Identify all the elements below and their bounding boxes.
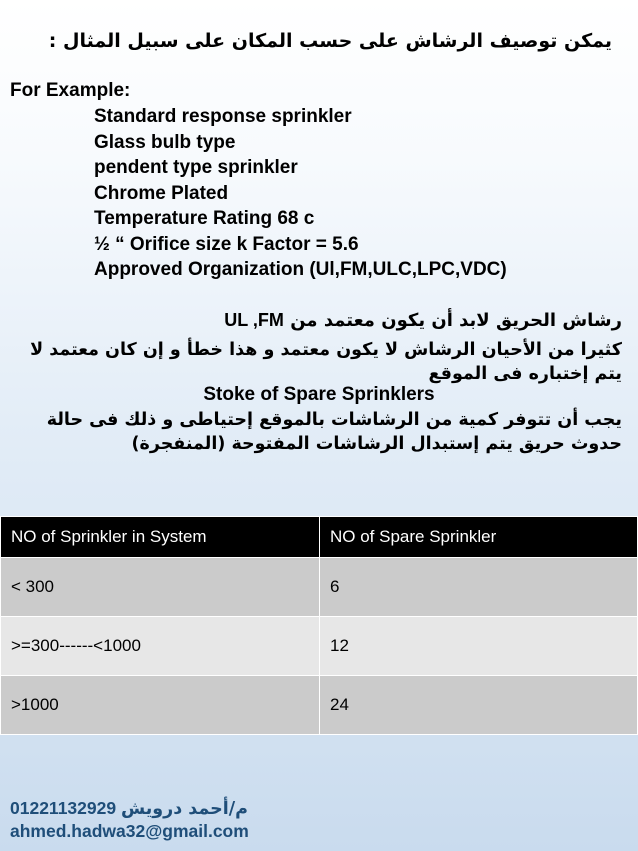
section-title: Stoke of Spare Sprinklers [203,384,435,405]
table-cell: 24 [320,676,638,735]
phone-number: 01221132929 [10,798,117,818]
example-list [94,104,507,283]
example-item: Chrome Plated [94,182,229,204]
table-cell: >1000 [1,676,320,735]
contact-block [10,798,249,842]
approval-text: رشاش الحريق لابد أن يكون معتمد من [290,310,622,331]
email-address: ahmed.hadwa32@gmail.com [10,821,249,841]
warning-paragraph: كثيرا من الأحيان الرشاش لا يكون معتمد و هذا خطأ و إن كان معتمد لا يتم إختباره فى الموقع [30,340,622,384]
spare-paragraph: يجب أن تتوفر كمية من الرشاشات بالموقع إحتياطى و ذلك فى حالة حدوث حريق يتم إستبدال الرشاشات المفتوحة (المنفجرة) [46,410,622,454]
example-item: Approved Organization (Ul,FM,ULC,LPC,VDC) [94,259,507,280]
table-cell: < 300 [1,558,320,617]
table-cell: 6 [320,558,638,617]
table-row [1,676,638,735]
contact-line [10,798,249,819]
author-name: م/أحمد درويش [120,799,248,819]
table-row [1,558,638,617]
approval-paragraph [10,310,622,331]
table-cell: 12 [320,617,638,676]
approval-codes: UL ,FM [224,310,284,330]
example-item: Standard response sprinkler [94,106,352,127]
table-row [1,617,638,676]
example-item: pendent type sprinkler [94,157,298,178]
column-header: NO of Spare Sprinkler [320,517,638,558]
example-item: ½ “ Orifice size k Factor = 5.6 [94,233,359,255]
table-header-row [1,517,638,558]
arabic-heading: يمكن توصيف الرشاش على حسب المكان على سبيل المثال : [48,30,612,52]
example-label: For Example: [10,80,131,101]
example-item: Temperature Rating 68 c [94,208,315,229]
example-item: Glass bulb type [94,131,236,153]
spare-sprinkler-table [0,516,638,735]
table-cell: >=300------<1000 [1,617,320,676]
column-header: NO of Sprinkler in System [1,517,320,558]
